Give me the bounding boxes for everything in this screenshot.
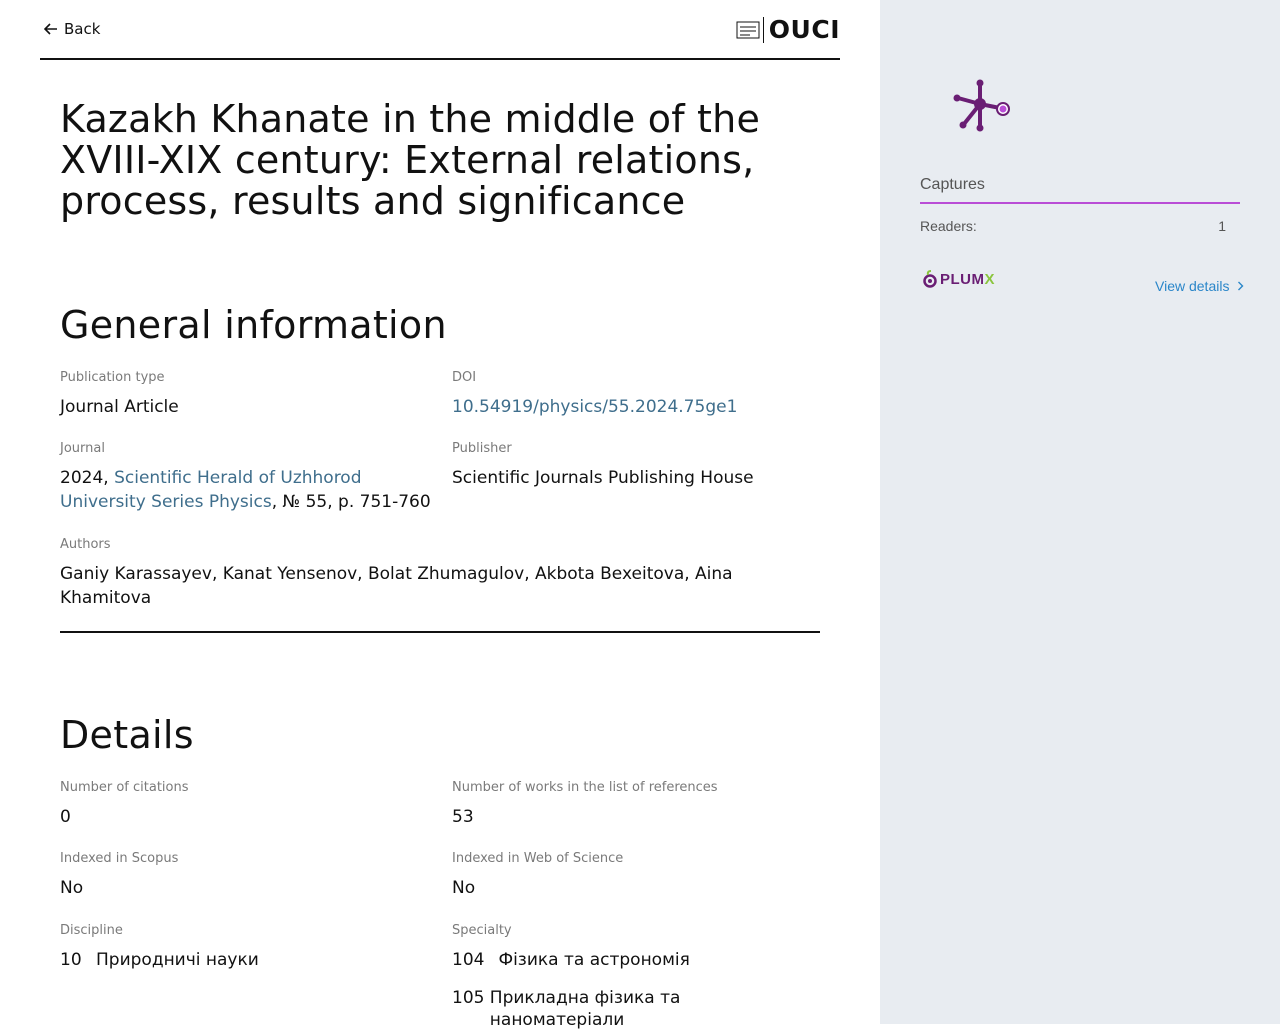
ouci-logo[interactable] [736, 15, 840, 44]
discipline-field [60, 923, 430, 971]
citations-value: 0 [60, 807, 71, 827]
wos-field [452, 851, 832, 900]
publication-type-label: Publication type [60, 370, 165, 385]
quote-icon [736, 19, 760, 41]
readers-row [920, 218, 1226, 234]
details-heading: Details [60, 713, 194, 757]
discipline-label: Discipline [60, 923, 123, 938]
plumx-logo-x: X [984, 270, 996, 288]
journal-link[interactable]: Scientific Herald of Uzhhorod University Series Physics [60, 468, 362, 512]
plumx-logo[interactable] [922, 270, 995, 288]
logo-separator [763, 17, 764, 43]
publication-type-field [60, 370, 430, 419]
references-label: Number of works in the list of references [452, 780, 718, 795]
chevron-right-icon [1237, 281, 1244, 291]
wos-label: Indexed in Web of Science [452, 851, 624, 866]
readers-value: 1 [1218, 218, 1226, 234]
logo-text: OUCI [768, 15, 840, 44]
publisher-label: Publisher [452, 441, 512, 456]
discipline-code: 10 [60, 950, 82, 970]
scopus-field [60, 851, 430, 900]
doi-field [452, 370, 832, 419]
plumx-flower-icon [950, 78, 1012, 134]
top-bar [40, 0, 840, 60]
view-details-link[interactable] [1155, 278, 1244, 294]
journal-issue: , № 55, p. 751-760 [271, 492, 431, 512]
view-details-label: View details [1155, 278, 1230, 294]
wos-value: No [452, 878, 476, 898]
doi-link[interactable]: 10.54919/physics/55.2024.75ge1 [452, 397, 738, 417]
references-value: 53 [452, 807, 474, 827]
back-button[interactable] [44, 20, 100, 38]
specialty-label: Specialty [452, 923, 512, 938]
specialty-field [452, 923, 732, 1031]
specialty-item [452, 949, 732, 971]
citations-field [60, 780, 430, 829]
specialty-item [452, 987, 732, 1031]
publisher-field [452, 441, 832, 490]
readers-label: Readers: [920, 218, 977, 234]
authors-label: Authors [60, 537, 111, 552]
authors-field [60, 537, 760, 610]
citations-label: Number of citations [60, 780, 189, 795]
publisher-value: Scientific Journals Publishing House [452, 468, 754, 488]
section-divider [60, 631, 820, 633]
article-title: Kazakh Khanate in the middle of the XVIII-XIX century: External relations, process, results and significance [60, 97, 761, 223]
journal-label: Journal [60, 441, 105, 456]
journal-field [60, 441, 440, 514]
arrow-left-icon [44, 23, 58, 35]
general-info-heading: General information [60, 303, 447, 347]
scopus-value: No [60, 878, 84, 898]
captures-heading: Captures [920, 176, 1240, 204]
specialty-code: 104 [452, 950, 485, 970]
references-field [452, 780, 832, 829]
plumx-sidebar [880, 0, 1280, 1024]
specialty-name: Прикладна фізика та наноматеріали [489, 988, 681, 1030]
discipline-item [60, 949, 430, 971]
journal-year: 2024, [60, 468, 115, 488]
plumx-logo-icon [922, 270, 938, 288]
back-label: Back [64, 20, 101, 38]
doi-label: DOI [452, 370, 477, 385]
scopus-label: Indexed in Scopus [60, 851, 179, 866]
specialty-name: Фізика та астрономія [498, 950, 690, 970]
publication-type-value: Journal Article [60, 397, 179, 417]
specialty-code: 105 [452, 988, 485, 1008]
plumx-logo-text: PLUM [940, 270, 985, 288]
authors-value: Ganiy Karassayev, Kanat Yensenov, Bolat Zhumagulov, Akbota Bexeitova, Aina Khamitova [60, 564, 733, 608]
discipline-name: Природничі науки [96, 950, 259, 970]
